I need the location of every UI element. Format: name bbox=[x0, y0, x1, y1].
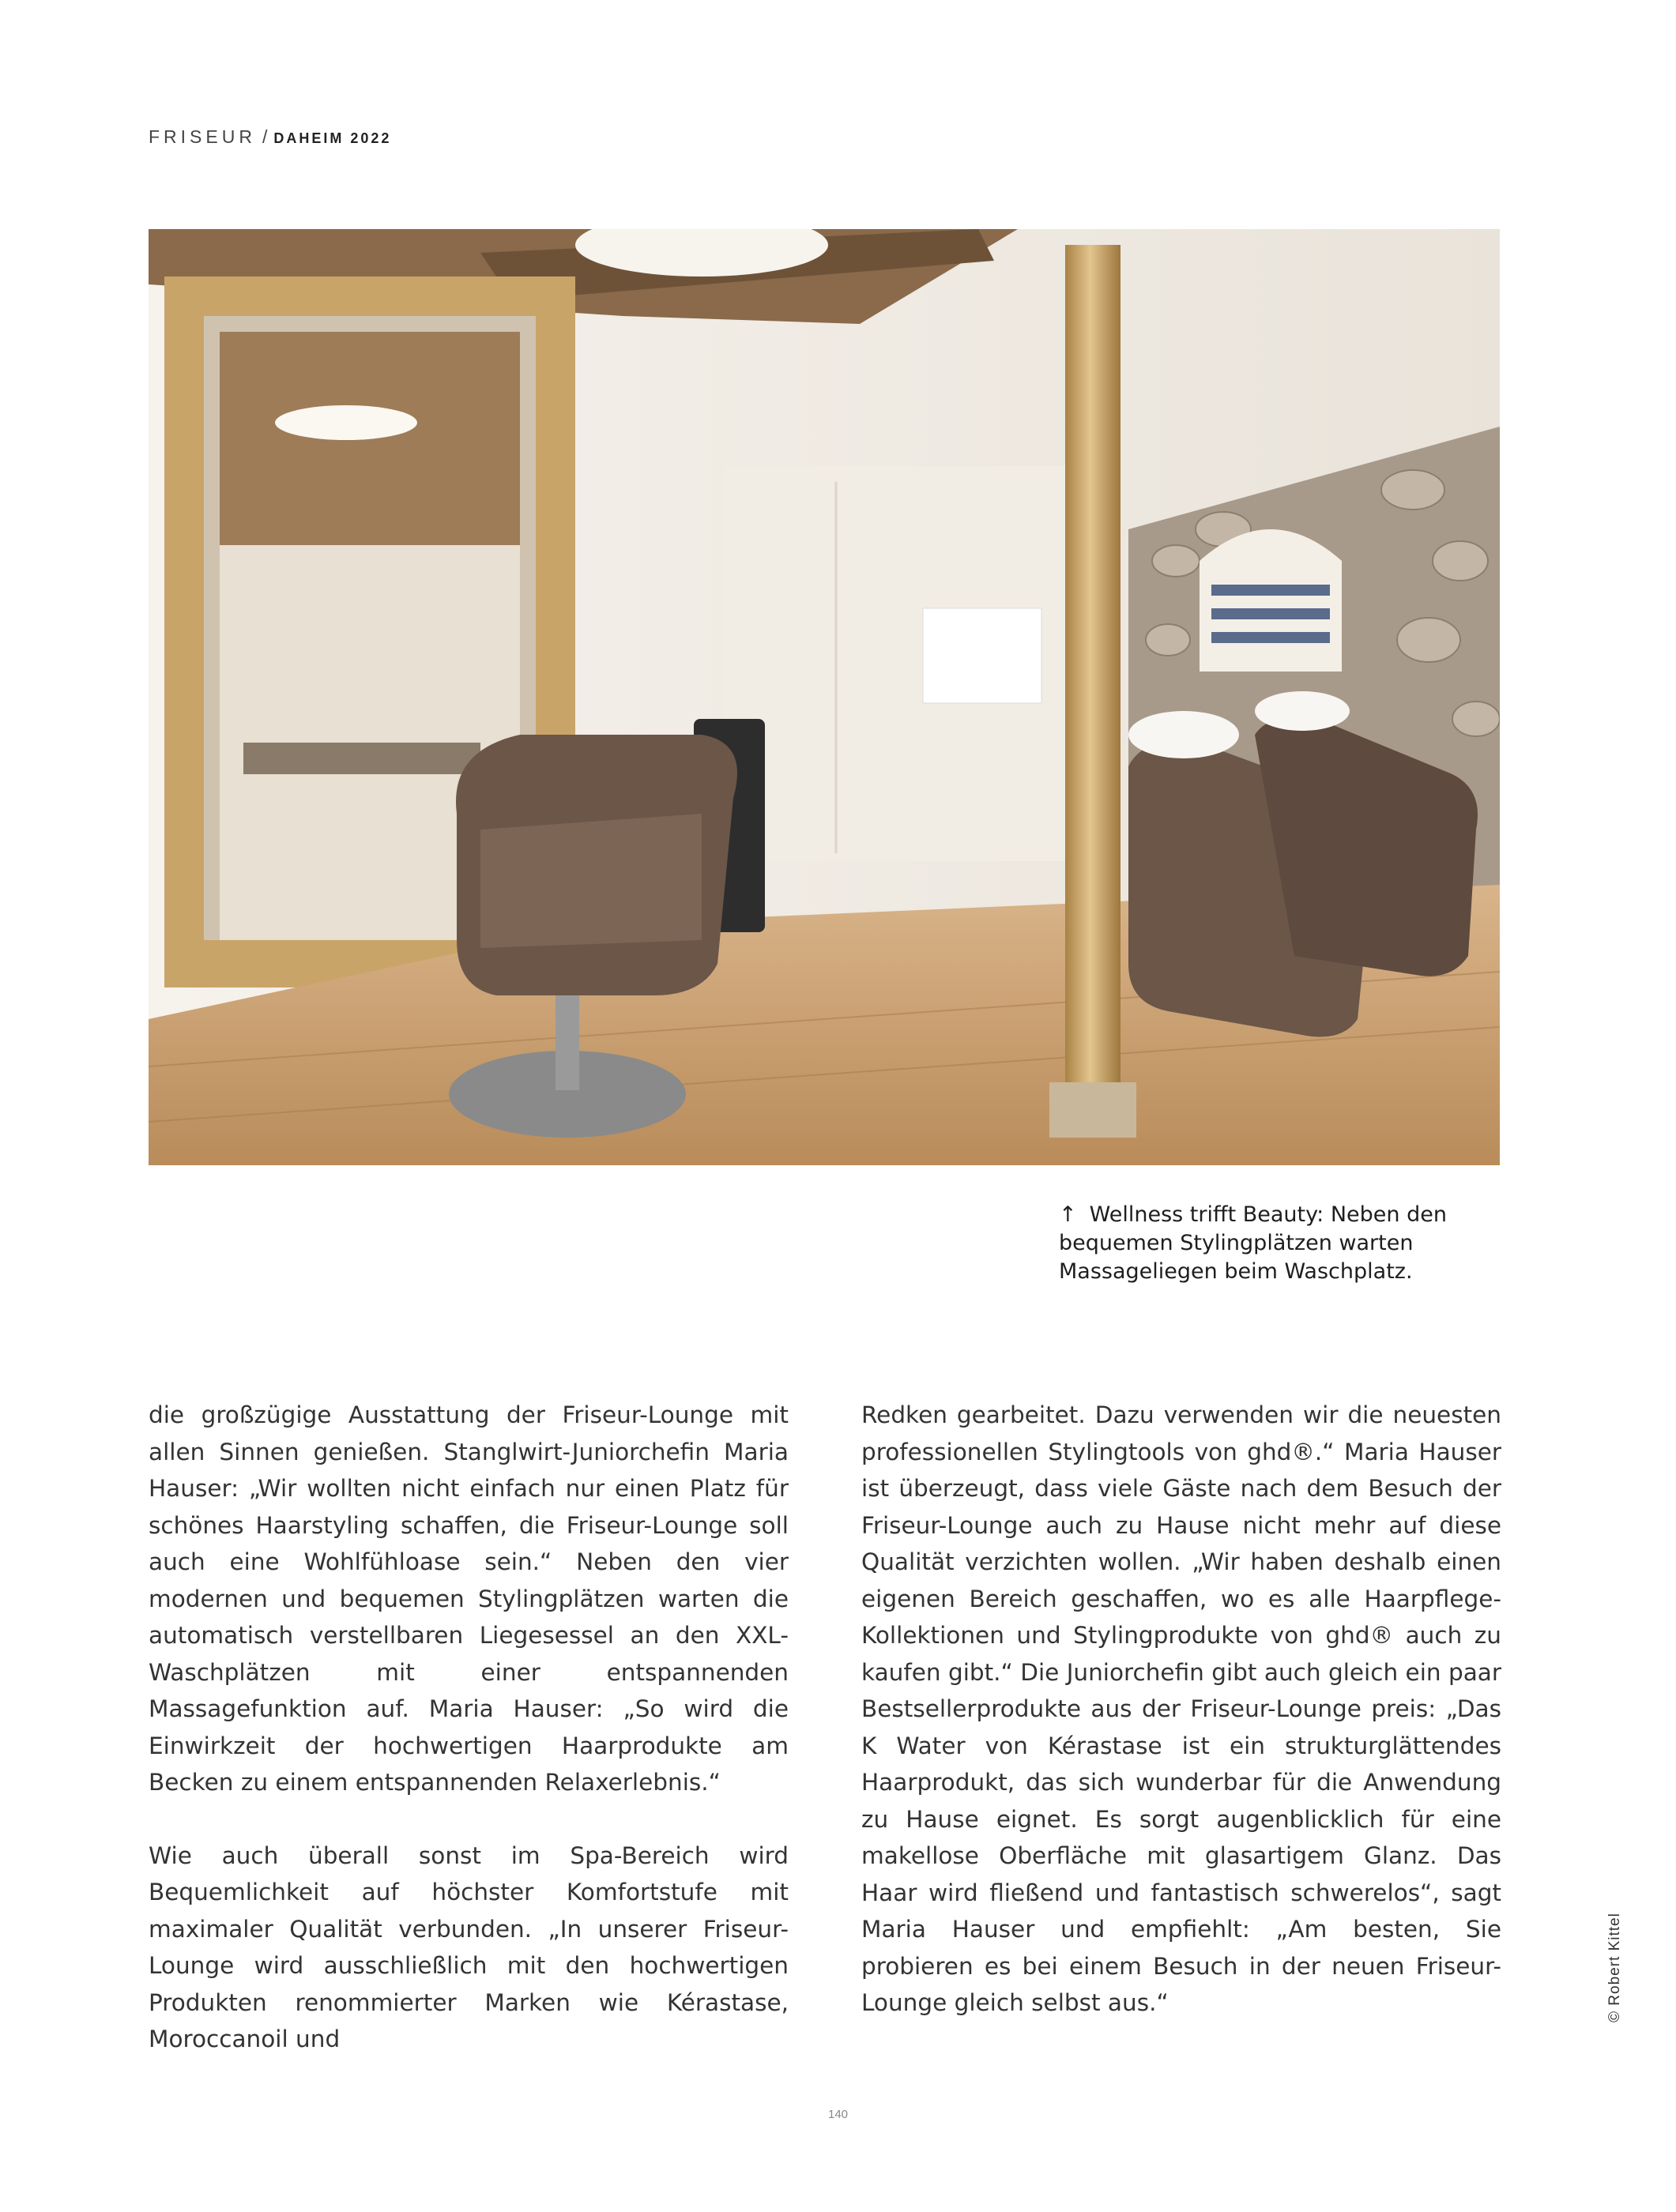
article-paragraph: die großzügige Ausstattung der Friseur-Lounge mit allen Sinnen genießen. Stanglwirt-Juniorchefin Maria Hauser: „Wir wollten nicht einfach nur einen Platz für schönes Haarstyling schaffen, die Friseur-Lounge soll auch eine Wohlfühloase sein.“ Neben den vier modernen und bequemen Stylingplätzen warten die automatisch verstellbaren Liegesessel an den XXL-Waschplätzen mit einer entspannenden Massagefunktion auf. Maria Hauser: „So wird die Einwirkzeit der hochwertigen Haarprodukte am Becken zu einem entspannenden Relaxerlebnis.“ bbox=[149, 1401, 789, 1796]
article-column-right bbox=[861, 1397, 1501, 2022]
article-paragraph: Redken gearbeitet. Dazu verwenden wir die neuesten professionellen Stylingtools von ghd®.“ Maria Hauser ist überzeugt, dass viele Gäste nach dem Besuch der Friseur-Lounge auch zu Hause nicht mehr auf diese Qualität verzichten wollen. „Wir haben deshalb einen eigenen Bereich geschaffen, wo es alle Haarpflege-Kollektionen und Stylingprodukte von ghd® auch zu kaufen gibt.“ Die Juniorchefin gibt auch gleich ein paar Bestsellerprodukte aus der Friseur-Lounge preis: „Das K Water von Kérastase ist ein strukturglättendes Haarprodukt, das sich wunderbar für die Anwendung zu Hause eignet. Es sorgt augenblicklich für eine makellose Oberfläche mit glasartigem Glanz. Das Haar wird fließend und fantastisch schwerelos“, sagt Maria Hauser und empfiehlt: „Am besten, Sie probieren es bei einem Besuch in der neuen Friseur-Lounge gleich selbst aus.“ bbox=[861, 1401, 1501, 2016]
header-separator: / bbox=[262, 126, 268, 147]
header-section: FRISEUR bbox=[149, 126, 256, 147]
salon-photo bbox=[149, 229, 1500, 1165]
running-header bbox=[149, 126, 391, 148]
article-paragraph: Wie auch überall sonst im Spa-Bereich wird Bequemlichkeit auf höchster Komfortstufe mit maximaler Qualität verbunden. „In unserer Friseur-Lounge wird ausschließlich mit den hochwertigen Produkten renommierter Marken wie Kérastase, Moroccanoil und bbox=[149, 1841, 789, 2052]
caption-text: Wellness trifft Beauty: Neben den bequemen Stylingplätzen warten Massageliegen beim Waschplatz. bbox=[1059, 1202, 1447, 1284]
article-column-left bbox=[149, 1397, 789, 2058]
page-number: 140 bbox=[827, 2108, 849, 2121]
header-issue: DAHEIM 2022 bbox=[273, 130, 392, 146]
photo-caption bbox=[1059, 1201, 1501, 1286]
arrow-up-icon: ↑ bbox=[1059, 1202, 1077, 1227]
salon-photo-illustration bbox=[149, 229, 1500, 1165]
photo-credit: © Robert Kittel bbox=[1606, 1913, 1623, 2022]
